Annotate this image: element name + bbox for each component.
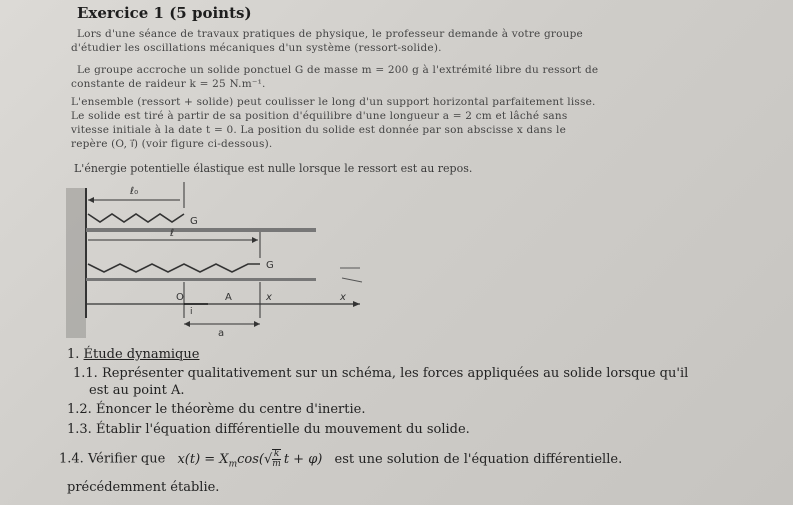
question-1-4-line-2: précédemment établie.	[67, 480, 220, 495]
label-G-bottom: G	[266, 260, 274, 271]
question-1-1-line-2: est au point A.	[89, 383, 185, 398]
q14-formula	[177, 449, 326, 470]
question-1-4-line-1	[59, 449, 622, 469]
intro-line-2: d'étudier les oscillations mécaniques d'un système (ressort-solide).	[71, 42, 442, 54]
intro-line-1: Lors d'une séance de travaux pratiques de physique, le professeur demande à votre groupe	[77, 28, 583, 40]
q14-intro: 1.4. Vérifier que	[59, 451, 166, 467]
spring-figure	[60, 178, 370, 340]
section-heading	[67, 347, 199, 362]
label-i: i	[190, 307, 193, 317]
label-l0: ℓ₀	[130, 186, 139, 197]
sqrt-sign: √	[263, 451, 273, 467]
spring-rest	[88, 214, 184, 222]
label-O: O	[176, 292, 184, 303]
question-1-1-line-1: 1.1. Représenter qualitativement sur un schéma, les forces appliquées au solide lorsque qu'il	[73, 366, 689, 381]
frac-num: k	[273, 449, 280, 459]
label-x-pos: x	[266, 292, 272, 303]
frac-den: m	[272, 459, 281, 469]
spring-stretched	[88, 264, 260, 272]
q14-end: est une solution de l'équation différentielle.	[334, 451, 623, 467]
label-l: ℓ	[170, 228, 175, 239]
intro-line-7: vitesse initiale à la date t = 0. La position du solide est donnée par son abscisse x dans le	[71, 124, 566, 136]
support-top	[86, 228, 316, 232]
label-x-axis: x	[340, 292, 346, 303]
question-1-2: 1.2. Énoncer le théorème du centre d'inertie.	[67, 402, 366, 417]
section-title: Étude dynamique	[83, 347, 200, 362]
label-a: a	[218, 328, 225, 339]
intro-line-4: constante de raideur k = 25 N.m⁻¹.	[71, 78, 266, 90]
intro-line-8: repère (O, i⃗) (voir figure ci-dessous).	[71, 138, 273, 150]
formula-cos: cos(	[237, 451, 264, 467]
intro-line-6: Le solide est tiré à partir de sa position d'équilibre d'une longueur a = 2 cm et lâché sans	[71, 110, 568, 122]
exercise-title: Exercice 1 (5 points)	[77, 4, 252, 22]
wall-hatch	[66, 188, 86, 338]
intro-line-3: Le groupe accroche un solide ponctuel G de masse m = 200 g à l'extrémité libre du ressort de	[77, 64, 599, 76]
formula-pre: x(t) = X	[177, 451, 229, 467]
formula-post: t + φ)	[283, 451, 323, 467]
label-A: A	[225, 292, 232, 303]
fraction	[272, 449, 281, 469]
question-1-3: 1.3. Établir l'équation différentielle du mouvement du solide.	[67, 422, 470, 437]
label-G-top: G	[190, 216, 198, 227]
support-bottom	[86, 278, 316, 281]
formula-sub: m	[228, 459, 238, 470]
section-number: 1.	[67, 347, 80, 362]
intro-line-9: L'énergie potentielle élastique est nulle lorsque le ressort est au repos.	[74, 162, 473, 175]
intro-line-5: L'ensemble (ressort + solide) peut coulisser le long d'un support horizontal parfaitement lisse.	[71, 96, 596, 108]
